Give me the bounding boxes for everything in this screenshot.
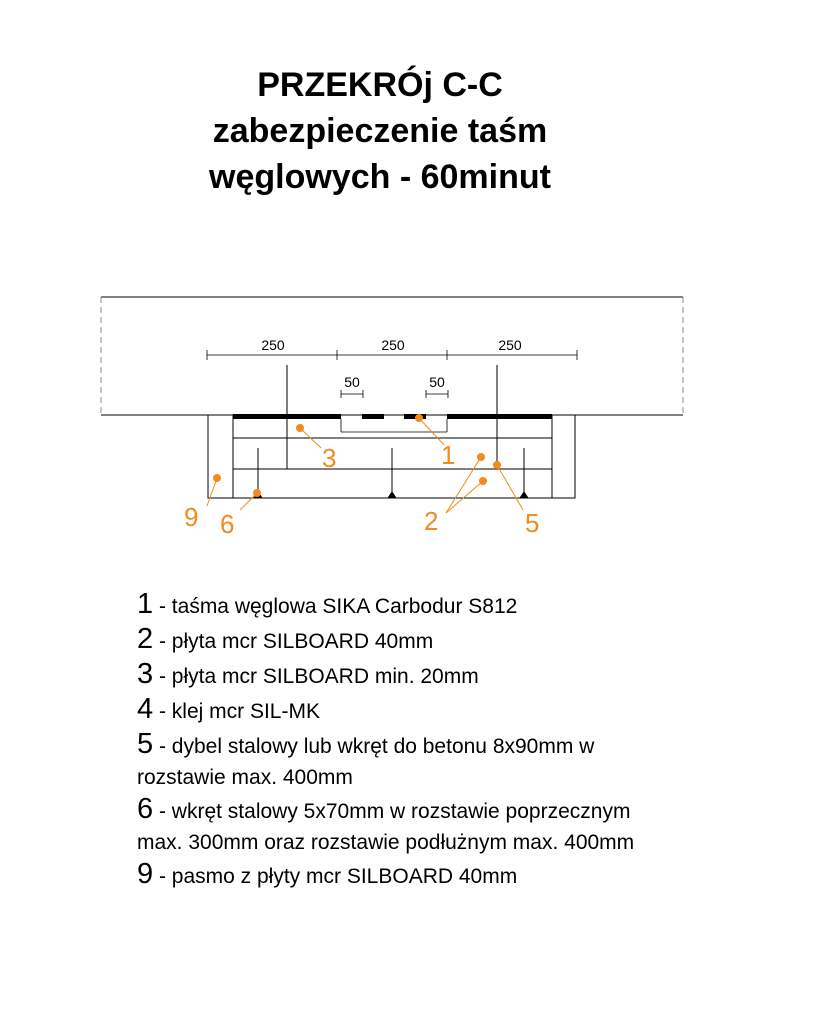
legend-item-9: 9 - pasmo z płyty mcr SILBOARD 40mm xyxy=(137,858,518,890)
legend-item-5: 5 - dybel stalowy lub wkręt do betonu 8x90mm w rozstawie max. 400mm xyxy=(137,728,595,789)
callout-5: 5 xyxy=(525,508,540,538)
legend-item-4: 4 - klej mcr SIL-MK xyxy=(137,693,320,725)
side-strip-right xyxy=(552,415,575,498)
tape-edge-marks xyxy=(341,419,447,432)
title-line-1: PRZEKRÓj C-C xyxy=(257,66,503,104)
carbon-tape-band-right xyxy=(447,414,552,419)
legend-item-3: 3 - płyta mcr SILBOARD min. 20mm xyxy=(137,658,479,690)
fasteners xyxy=(254,365,528,498)
concrete-slab xyxy=(101,297,683,415)
callout-2: 2 xyxy=(424,506,439,536)
dimension-label-small-2: 50 xyxy=(429,374,445,390)
callout-3: 3 xyxy=(322,443,337,473)
callout-numbers xyxy=(184,440,539,539)
title-line-2: zabezpieczenie taśm xyxy=(212,112,548,150)
legend-item-6: 6 - wkręt stalowy 5x70mm w rozstawie poprzecznym max. 300mm oraz rozstawie podłużnym max. 400mm xyxy=(137,793,635,854)
dimension-label-3: 250 xyxy=(498,337,522,353)
legend-item-2: 2 - płyta mcr SILBOARD 40mm xyxy=(137,623,434,655)
dimension-label-2: 250 xyxy=(381,337,405,353)
dimension-label-small-1: 50 xyxy=(344,374,360,390)
callout-9: 9 xyxy=(184,502,199,532)
title-line-3: węglowych - 60minut xyxy=(209,158,551,196)
callout-6: 6 xyxy=(220,509,235,539)
carbon-tape-band-center xyxy=(362,414,384,419)
callout-1: 1 xyxy=(441,440,456,470)
dimension-labels xyxy=(261,337,522,390)
legend-item-1: 1 - taśma węglowa SIKA Carbodur S812 xyxy=(137,588,518,620)
dimension-lines xyxy=(207,350,577,398)
dimension-label-1: 250 xyxy=(261,337,285,353)
side-strip-left xyxy=(208,415,233,498)
legend xyxy=(137,588,797,893)
